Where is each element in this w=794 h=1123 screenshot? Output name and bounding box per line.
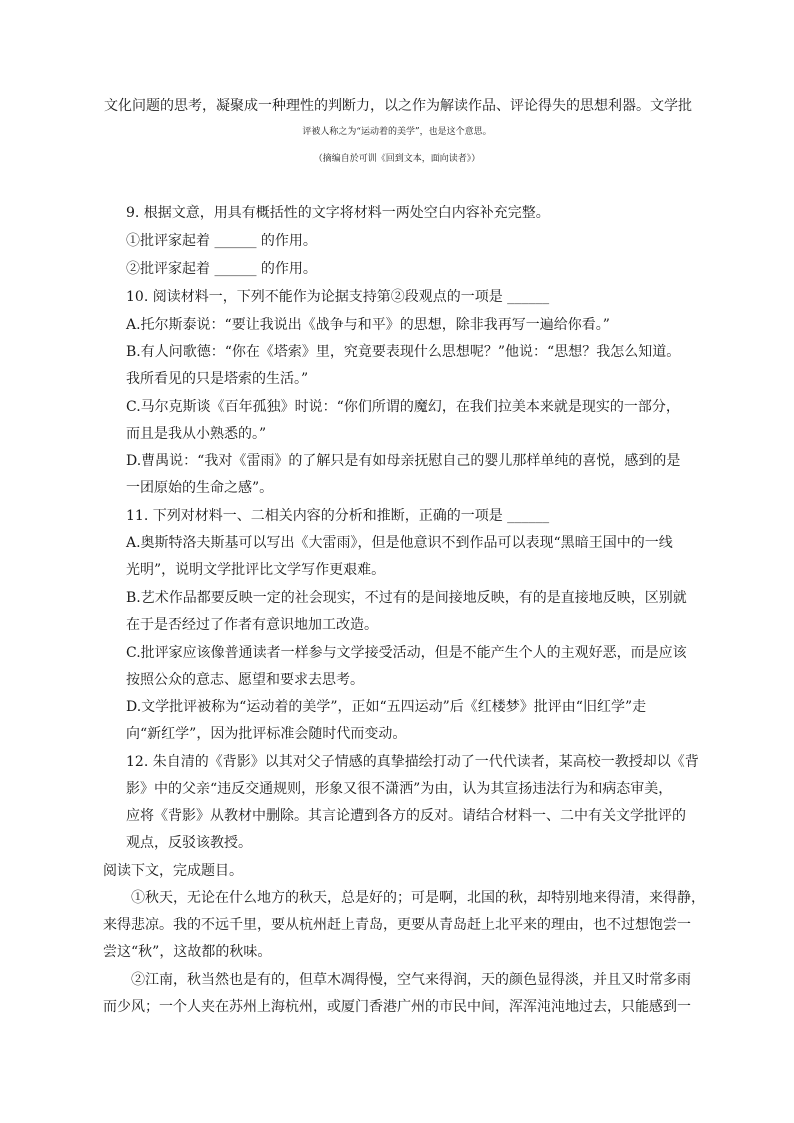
reading-paragraph-2-line-1: ②江南，秋当然也是有的，但草木凋得慢，空气来得润，天的颜色显得淡，并且又时常多雨 [131,972,691,988]
intro-line-1: 文化问题的思考，凝聚成一种理性的判断力，以之作为解读作品、评论得失的思想利器。文学批 [104,98,692,114]
question-11-option-a-line-2: 光明”，说明文学批评比文学写作更艰难。 [126,562,386,578]
question-11-option-d-line-1: D.文学批评被称为“运动着的美学”，正如“五四运动”后《红楼梦》批评由“旧红学”走 [126,699,647,715]
question-11-option-a-line-1: A.奥斯特洛夫斯基可以写出《大雷雨》，但是他意识不到作品可以表现“黑暗王国中的一线 [126,535,673,551]
intro-line-2: 评被人称之为“运动着的美学”，也是这个意思。 [302,127,492,137]
reading-instruction: 阅读下文，完成题目。 [103,863,243,879]
question-12-line-3: 应将《背影》从教材中删除。其言论遭到各方的反对。请结合材料一、二中有关文学批评的 [126,808,686,824]
reading-paragraph-1-line-1: ①秋天，无论在什么地方的秋天，总是好的；可是啊，北国的秋，却特别地来得清，来得静， [131,890,705,906]
question-10-option-b-line-2: 我所看见的只是塔索的生活。” [126,371,309,387]
question-12-line-1: 12. 朱自清的《背影》以其对父子情感的真挚描绘打动了一代代读者，某高校一教授却以《背 [126,754,699,770]
reading-paragraph-1-line-3: 尝这“秋”，这故都的秋味。 [103,944,272,960]
question-10-option-d-line-1: D.曹禺说：“我对《雷雨》的了解只是有如母亲抚慰自己的婴儿那样单纯的喜悦，感到的是 [126,453,681,469]
reading-paragraph-2-line-2: 而少风；一个人夹在苏州上海杭州，或厦门香港广州的市民中间，浑浑沌沌地过去，只能感到一 [103,999,691,1015]
question-11-option-b-line-2: 在于是否经过了作者有意识地加工改造。 [126,617,378,633]
question-10-option-d-line-2: 一团原始的生命之感”。 [126,480,274,496]
question-11-option-c-line-1: C.批评家应该像普通读者一样参与文学接受活动，但是不能产生个人的主观好恶，而是应该 [126,645,687,661]
question-12-line-2: 影》中的父亲“违反交通规则，形象又很不潇洒”为由，认为其宣扬违法行为和病态审美， [126,781,673,797]
question-10-option-b-line-1: B.有人问歌德：“你在《塔索》里，究竟要表现什么思想呢？”他说：“思想？我怎么知道。 [126,344,681,360]
question-11-option-d-line-2: 向“新红学”，因为批评标准会随时代而变动。 [126,726,407,742]
question-10-stem: 10. 阅读材料一，下列不能作为论据支持第②段观点的一项是 ______ [126,289,550,305]
question-11-option-c-line-2: 按照公众的意志、愿望和要求去思考。 [126,672,364,688]
intro-source: （摘编自於可训《回到文本，面向读者》） [313,154,481,164]
question-11-stem: 11. 下列对材料一、二相关内容的分析和推断，正确的一项是 ______ [126,508,550,524]
question-9-stem: 9. 根据文意，用具有概括性的文字将材料一两处空白内容补充完整。 [126,205,550,221]
question-9-item-1: ①批评家起着 ______ 的作用。 [126,233,317,249]
question-12-line-4: 观点，反驳该教授。 [126,835,252,851]
question-11-option-b-line-1: B.艺术作品都要反映一定的社会现实，不过有的是间接地反映，有的是直接地反映，区别就 [126,590,687,606]
question-10-option-a: A.托尔斯泰说：“要让我说出《战争与和平》的思想，除非我再写一遍给你看。” [126,317,610,333]
question-9-item-2: ②批评家起着 ______ 的作用。 [126,261,317,277]
question-10-option-c-line-2: 而且是我从小熟悉的。” [126,426,267,442]
question-10-option-c-line-1: C.马尔克斯谈《百年孤独》时说：“你们所谓的魔幻，在我们拉美本来就是现实的一部分， [126,399,680,415]
reading-paragraph-1-line-2: 来得悲凉。我的不远千里，要从杭州赶上青岛，更要从青岛赶上北平来的理由，也不过想饱尝一 [103,917,691,933]
